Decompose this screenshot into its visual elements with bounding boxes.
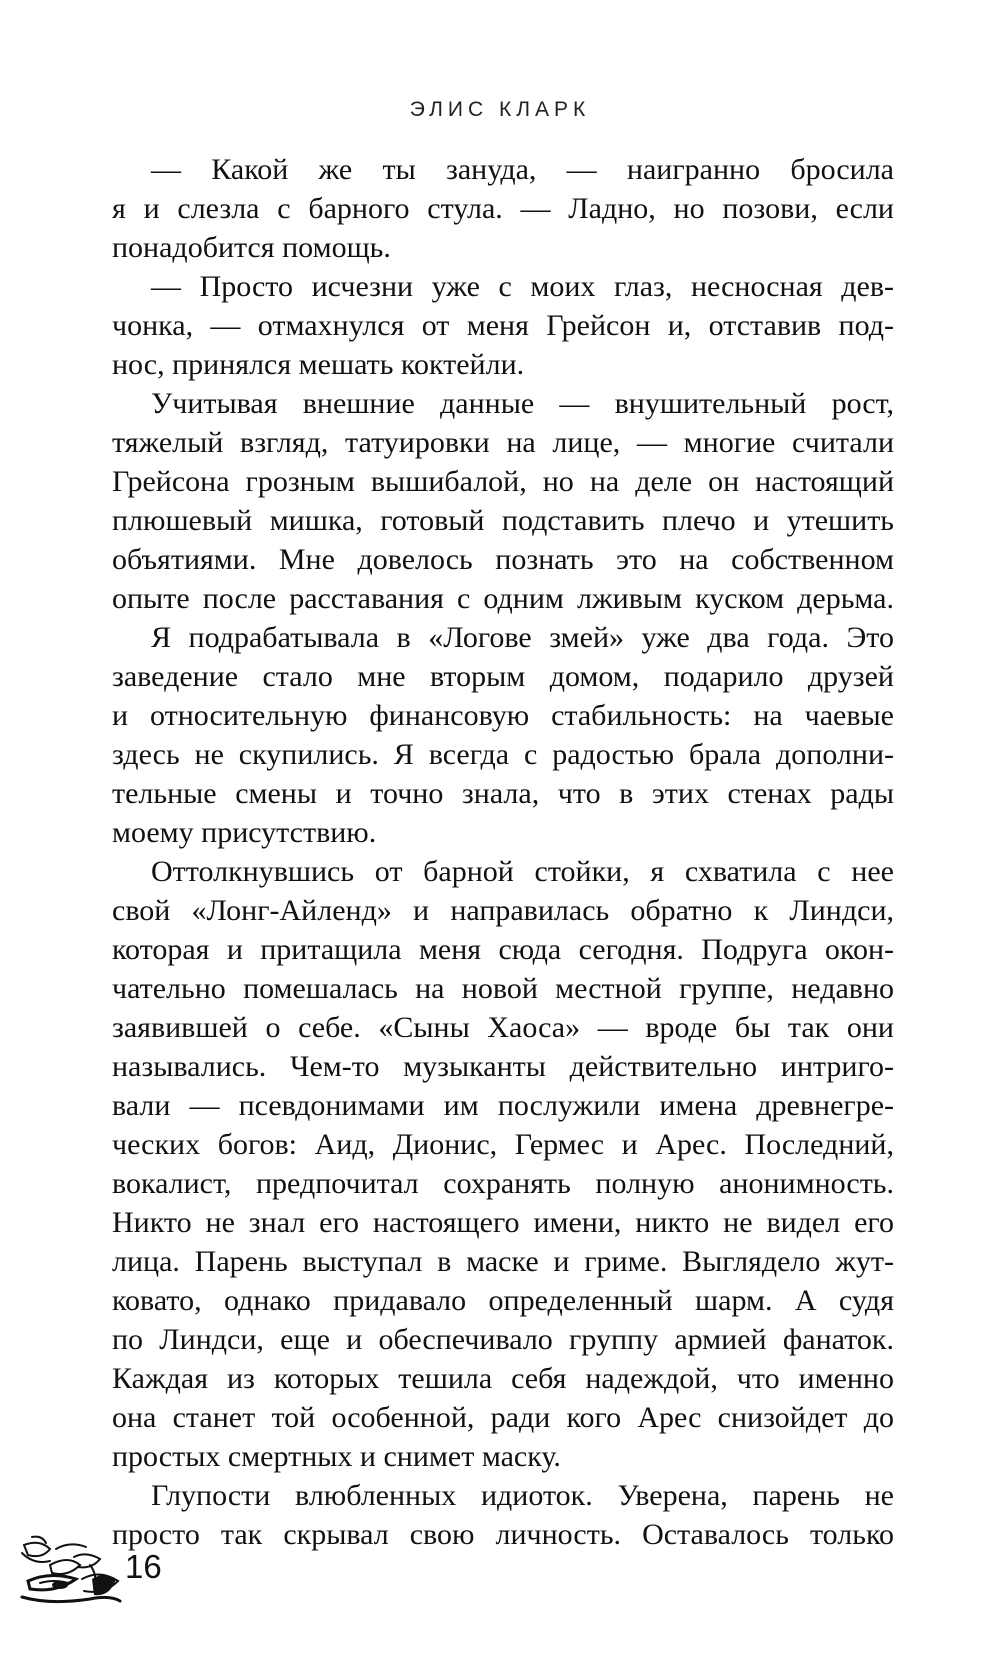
text-line: тяжелый взгляд, татуировки на лице, — многие считали <box>112 426 894 459</box>
text-line: моему присутствию. <box>112 816 377 849</box>
text-line: которая и притащила меня сюда сегодня. Подруга окон- <box>112 933 894 966</box>
text-line: свой «Лонг-Айленд» и направилась обратно к Линдси, <box>112 894 894 927</box>
text-line: вокалист, предпочитал сохранять полную анонимность. <box>112 1167 894 1200</box>
body-text <box>112 150 894 1554</box>
text-line: заявившей о себе. «Сыны Хаоса» — вроде бы так они <box>112 1011 894 1044</box>
text-line: Каждая из которых тешила себя надеждой, что именно <box>112 1362 894 1395</box>
text-line: ковато, однако придавало определенный шарм. А судя <box>112 1284 894 1317</box>
text-line: чательно помешалась на новой местной группе, недавно <box>112 972 894 1005</box>
text-line: ческих богов: Аид, Дионис, Гермес и Арес. Последний, <box>112 1128 894 1161</box>
text-line: — Просто исчезни уже с моих глаз, несносная дев- <box>151 270 894 303</box>
text-line: и относительную финансовую стабильность: на чаевые <box>112 699 894 732</box>
running-head: ЭЛИС КЛАРК <box>409 98 591 121</box>
text-line: опыте после расставания с одним лживым куском дерьма. <box>112 582 894 615</box>
text-line: тельные смены и точно знала, что в этих стенах рады <box>112 777 894 810</box>
text-line: назывались. Чем-то музыканты действительно интриго- <box>112 1050 894 1083</box>
text-line: просто так скрывал свою личность. Оставалось только <box>112 1518 894 1551</box>
text-line: Учитывая внешние данные — внушительный рост, <box>151 387 894 420</box>
text-line: нос, принялся мешать коктейли. <box>112 348 525 381</box>
text-line: простых смертных и снимет маску. <box>112 1440 561 1473</box>
text-line: она станет той особенной, ради кого Арес снизойдет до <box>112 1401 894 1434</box>
text-line: вали — псевдонимами им послужили имена древнегре- <box>112 1089 894 1122</box>
text-line: лица. Парень выступал в маске и гриме. Выглядело жут- <box>112 1245 894 1278</box>
text-line: Никто не знал его настоящего имени, никто не видел его <box>112 1206 894 1239</box>
text-line: понадобится помощь. <box>112 231 391 264</box>
text-line: я и слезла с барного стула. — Ладно, но позови, если <box>112 192 894 225</box>
text-line: чонка, — отмахнулся от меня Грейсон и, отставив под- <box>112 309 894 342</box>
text-line: здесь не скупились. Я всегда с радостью брала дополни- <box>112 738 894 771</box>
text-line: Грейсона грозным вышибалой, но на деле он настоящий <box>112 465 894 498</box>
text-line: объятиями. Мне довелось познать это на собственном <box>112 543 894 576</box>
text-line: по Линдси, еще и обеспечивало группу армией фанаток. <box>112 1323 894 1356</box>
text-line: Я подрабатывала в «Логове змей» уже два года. Это <box>151 621 894 654</box>
text-line: заведение стало мне вторым домом, подарило друзей <box>112 660 894 693</box>
text-line: Глупости влюбленных идиоток. Уверена, парень не <box>151 1479 894 1512</box>
text-line: — Какой же ты зануда, — наигранно бросила <box>151 153 894 186</box>
text-line: плюшевый мишка, готовый подставить плечо и утешить <box>112 504 894 537</box>
page-number: 16 <box>125 1548 162 1585</box>
text-line: Оттолкнувшись от барной стойки, я схватила с нее <box>151 855 894 888</box>
